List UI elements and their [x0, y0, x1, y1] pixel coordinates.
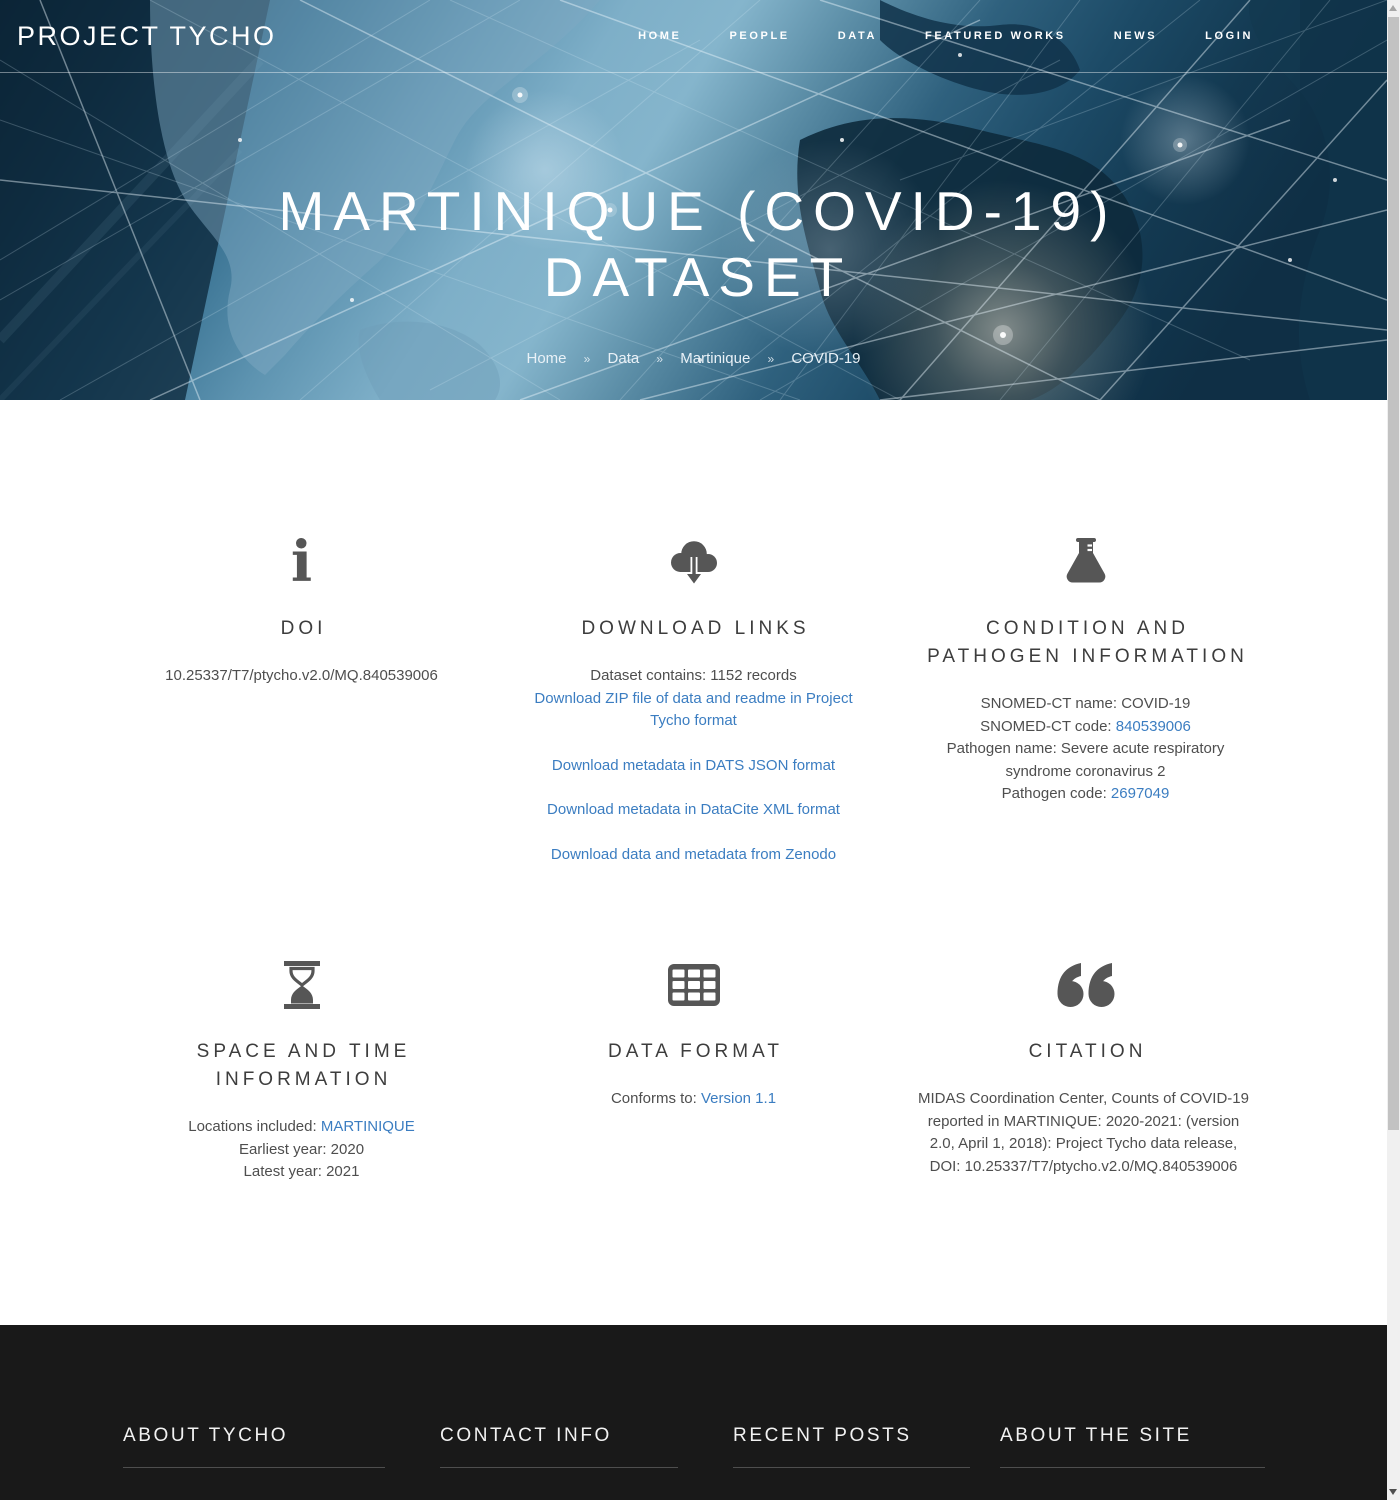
- card-condition-pathogen: [890, 535, 1282, 866]
- nav-news[interactable]: NEWS: [1113, 30, 1158, 42]
- nav-login[interactable]: LOGIN: [1205, 30, 1253, 42]
- card-title-citation: CITATION: [1028, 1041, 1147, 1062]
- hero-banner: [0, 0, 1387, 400]
- pathogen-code-line: [928, 783, 1244, 806]
- dataset-details: [0, 400, 1387, 1325]
- card-title-condition: CONDITION AND PATHOGEN INFORMATION: [927, 618, 1248, 667]
- card-download-links: [498, 535, 890, 866]
- field-label: Earliest year:: [238, 1140, 327, 1158]
- pathogen-code-link[interactable]: 2697049: [1110, 785, 1170, 802]
- footer-col-about-the-site: [1000, 1425, 1280, 1500]
- card-title-downloads: DOWNLOAD LINKS: [581, 618, 810, 639]
- field-value: 2021: [326, 1163, 360, 1180]
- scroll-down-arrow-icon[interactable]: [1389, 1489, 1397, 1495]
- card-title-space-time: SPACE AND TIME INFORMATION: [196, 1041, 411, 1090]
- doi-value: 10.25337/T7/ptycho.v2.0/MQ.840539006: [165, 667, 438, 684]
- condition-details: [928, 693, 1244, 806]
- field-value: Severe acute respiratory syndrome coronavirus 2: [1005, 740, 1225, 780]
- nav-featured-works[interactable]: FEATURED WORKS: [925, 30, 1066, 42]
- flask-icon: [1065, 537, 1107, 587]
- field-value: COVID-19: [1121, 695, 1191, 712]
- main-nav: [638, 30, 1253, 42]
- field-label: Pathogen code:: [1001, 785, 1107, 802]
- download-datacite-xml-link[interactable]: Download metadata in DataCite XML format: [547, 801, 840, 818]
- site-logo[interactable]: PROJECT TYCHO: [17, 20, 277, 51]
- format-version-link[interactable]: Version 1.1: [700, 1090, 777, 1107]
- download-zenodo-link[interactable]: Download data and metadata from Zenodo: [550, 845, 837, 863]
- breadcrumb-separator-icon: »: [656, 352, 664, 366]
- footer-divider: [123, 1467, 385, 1468]
- latest-year-line: [144, 1161, 460, 1184]
- scrollbar[interactable]: [1387, 0, 1400, 1500]
- breadcrumb-separator-icon: »: [767, 352, 775, 366]
- field-label: SNOMED-CT code:: [980, 717, 1112, 735]
- cloud-download-icon: [524, 535, 864, 589]
- table-icon: [667, 963, 721, 1007]
- cloud-download-icon: [667, 537, 721, 587]
- earliest-year-line: [144, 1139, 460, 1162]
- conforms-line: [524, 1088, 864, 1111]
- scrollbar-thumb[interactable]: [1388, 17, 1399, 1130]
- field-label: Conforms to:: [610, 1090, 697, 1107]
- field-value: 2020: [330, 1140, 365, 1158]
- quote-icon: [916, 958, 1256, 1012]
- footer-heading: RECENT POSTS: [733, 1425, 912, 1446]
- hourglass-icon: [132, 958, 472, 1012]
- card-doi: [106, 529, 498, 866]
- footer-heading: ABOUT THE SITE: [1000, 1425, 1192, 1446]
- footer-divider: [440, 1467, 678, 1468]
- card-title-doi: DOI: [280, 618, 327, 639]
- field-label: Locations included:: [188, 1118, 317, 1135]
- footer-heading: CONTACT INFO: [440, 1425, 612, 1446]
- card-space-time: [106, 958, 498, 1184]
- footer-col-contact-info: [440, 1425, 733, 1500]
- location-link[interactable]: MARTINIQUE: [320, 1118, 415, 1135]
- field-label: SNOMED-CT name:: [980, 695, 1118, 712]
- nav-people[interactable]: PEOPLE: [729, 30, 790, 42]
- nav-home[interactable]: HOME: [638, 30, 682, 42]
- nav-data[interactable]: DATA: [837, 30, 878, 42]
- breadcrumb-data[interactable]: Data: [607, 350, 640, 367]
- page-footer: [0, 1325, 1387, 1500]
- locations-line: [144, 1116, 460, 1139]
- snomed-code-link[interactable]: 840539006: [1115, 717, 1191, 735]
- scroll-up-arrow-icon[interactable]: [1389, 5, 1397, 11]
- field-label: Latest year:: [243, 1163, 322, 1180]
- space-time-details: [144, 1116, 460, 1184]
- hero-content: [0, 73, 1387, 367]
- info-icon: i: [290, 529, 313, 595]
- card-citation: [890, 958, 1282, 1184]
- breadcrumb-current: COVID-19: [791, 350, 861, 367]
- pathogen-name-line: [928, 738, 1244, 783]
- breadcrumb-martinique[interactable]: Martinique: [680, 350, 751, 367]
- field-label: Pathogen name:: [946, 740, 1057, 757]
- download-dats-json-link[interactable]: Download metadata in DATS JSON format: [551, 756, 836, 774]
- breadcrumb: [0, 350, 1387, 367]
- snomed-code-line: [928, 716, 1244, 739]
- footer-divider: [733, 1467, 970, 1468]
- cards-grid: [106, 529, 1282, 1184]
- table-icon: [524, 958, 864, 1012]
- footer-col-about-tycho: [123, 1425, 440, 1500]
- page-title: MARTINIQUE (COVID-19) DATASET: [278, 180, 1118, 308]
- hourglass-icon: [279, 960, 325, 1010]
- snomed-name-line: [928, 693, 1244, 716]
- breadcrumb-separator-icon: »: [583, 352, 591, 366]
- breadcrumb-home[interactable]: Home: [526, 350, 567, 367]
- download-zip-link[interactable]: Download ZIP file of data and readme in Project Tycho format: [534, 689, 853, 729]
- quote-icon: [1056, 961, 1116, 1009]
- card-data-format: [498, 958, 890, 1184]
- top-navigation-bar: [0, 0, 1387, 73]
- footer-divider: [1000, 1467, 1265, 1468]
- footer-col-recent-posts: [733, 1425, 1000, 1500]
- footer-heading: ABOUT TYCHO: [123, 1425, 289, 1446]
- flask-icon: [916, 535, 1256, 589]
- card-title-data-format: DATA FORMAT: [608, 1041, 783, 1062]
- citation-text: MIDAS Coordination Center, Counts of COVID-19 reported in MARTINIQUE: 2020-2021: (version 2.0, April 1, 2018): Project Tycho data release, DOI: 10.25337/T7/ptycho.v2.0/MQ.840539006: [918, 1090, 1249, 1175]
- records-count: Dataset contains: 1152 records: [590, 667, 797, 684]
